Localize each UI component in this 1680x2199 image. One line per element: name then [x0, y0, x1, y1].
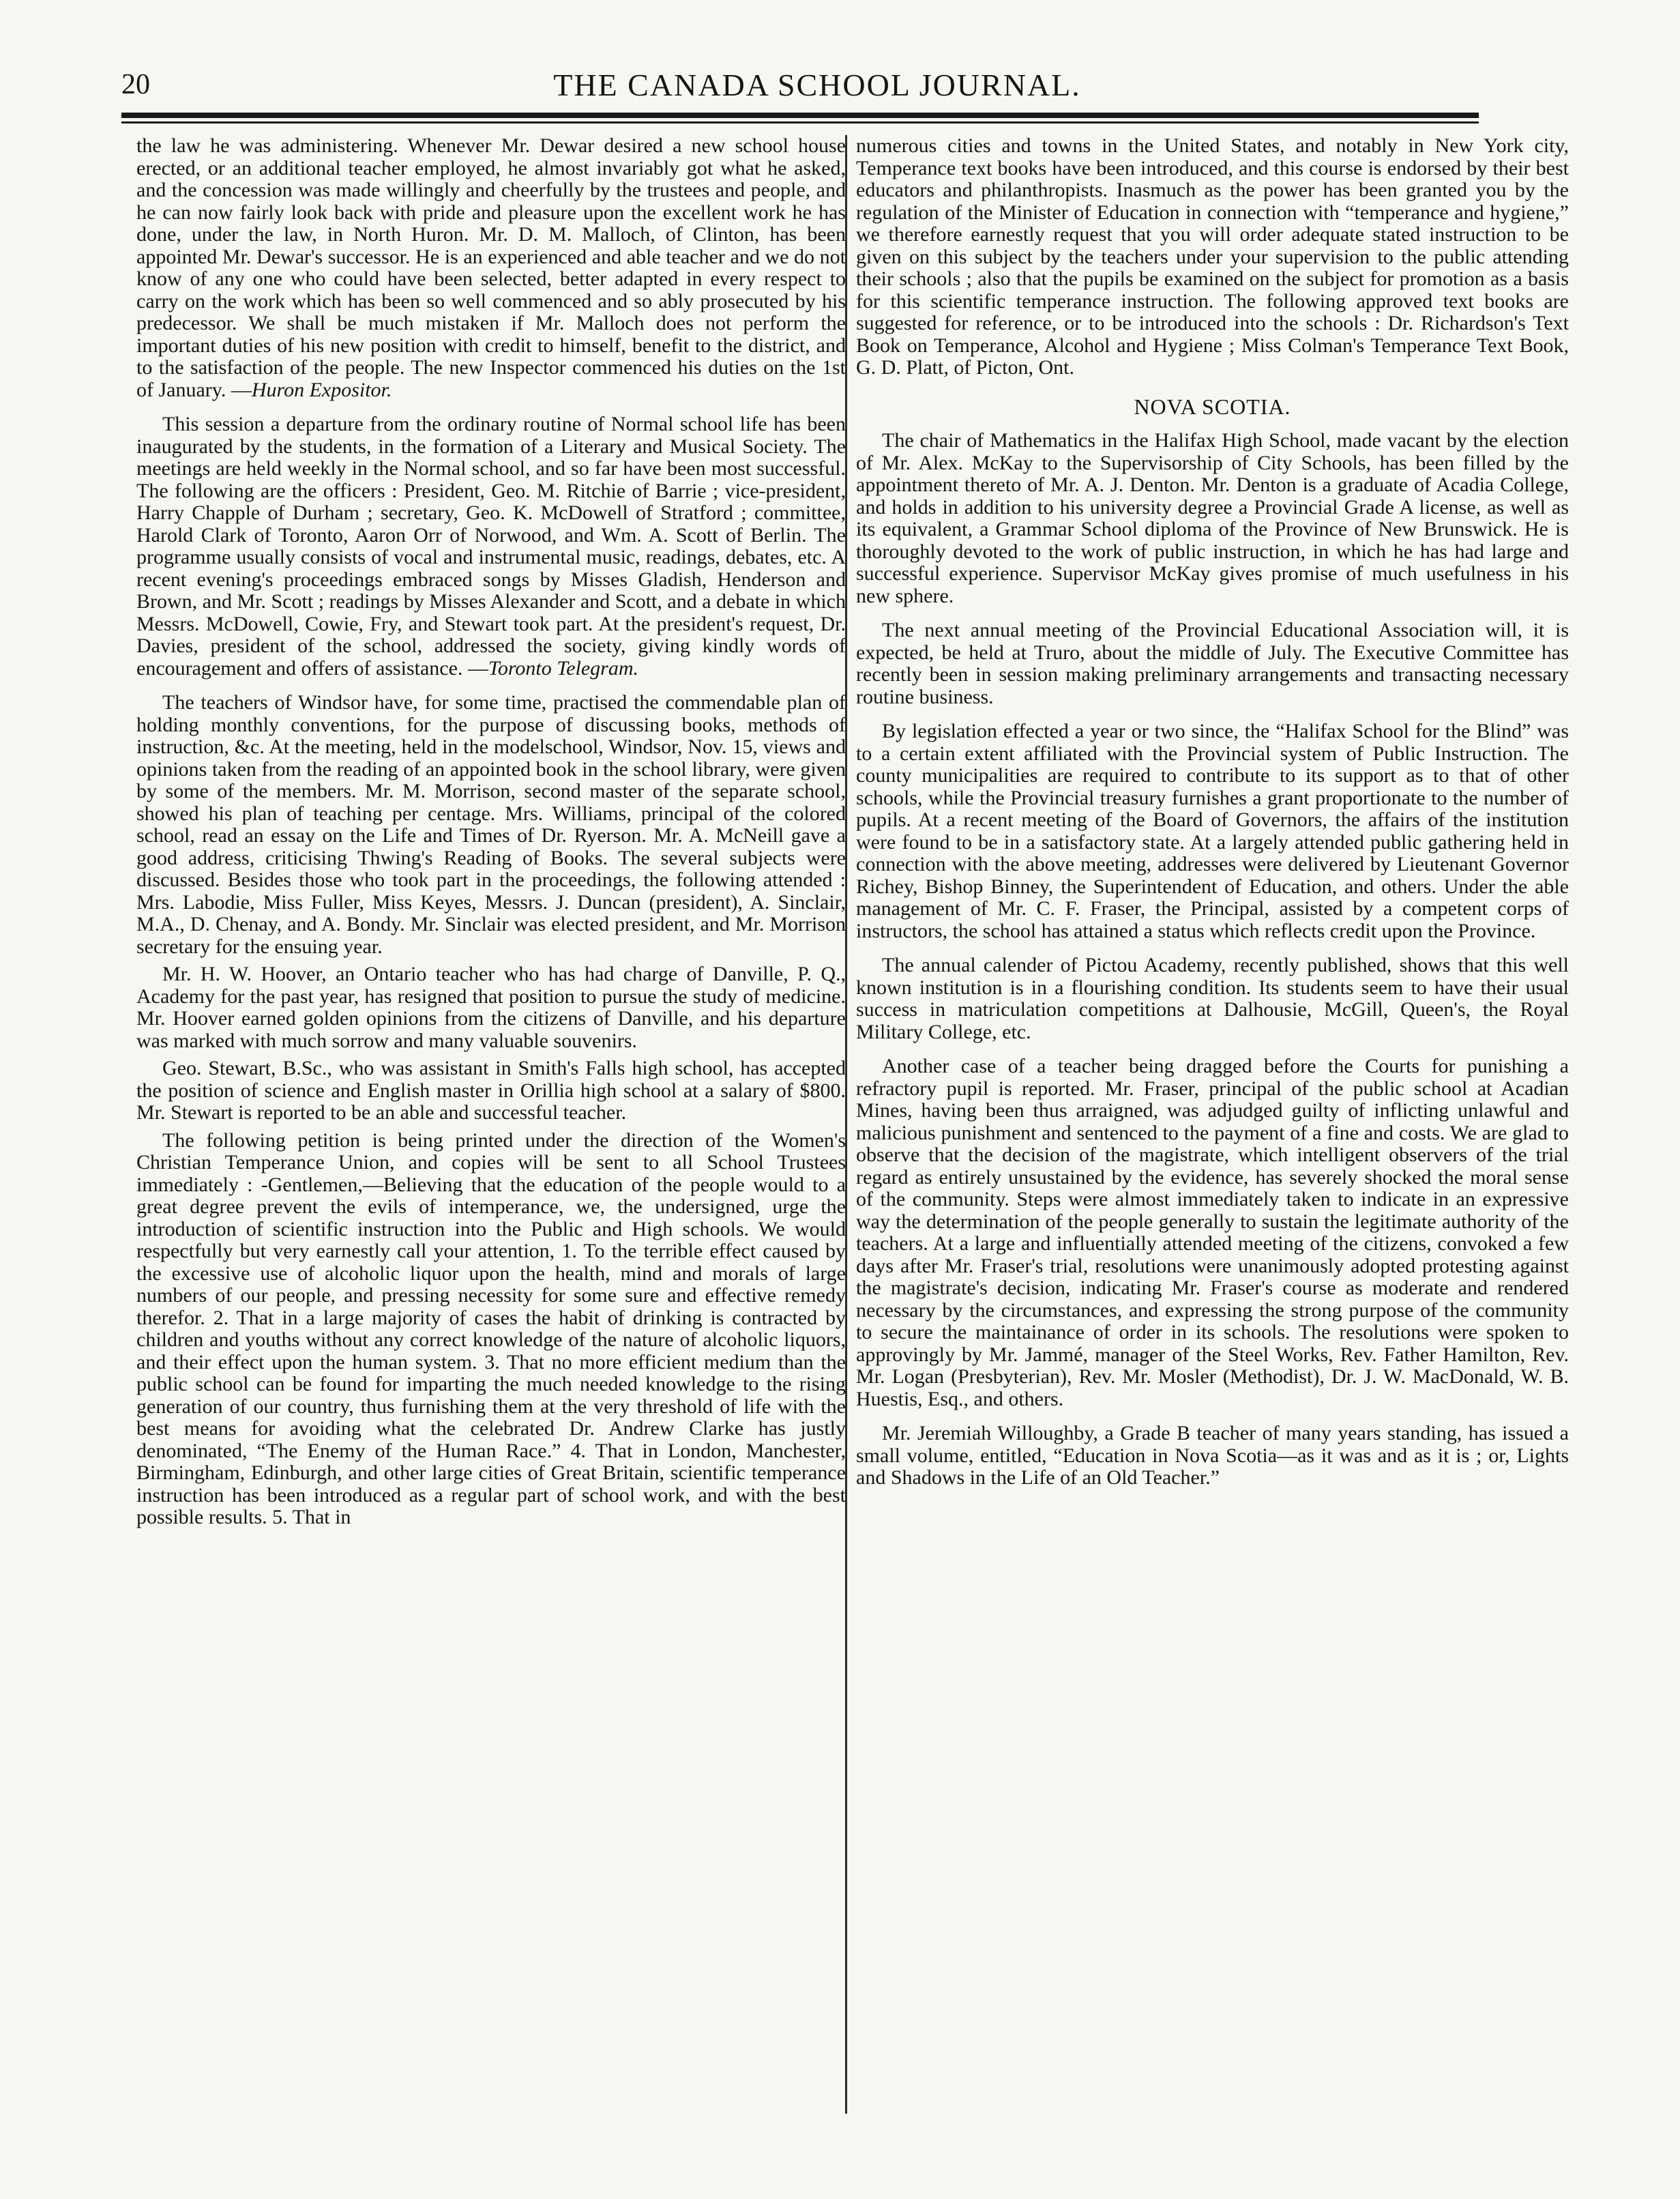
paragraph-text: the law he was administering. Whenever Mr. Dewar desired a new school house erected, or an additional teacher employed, he almost invariably got what he asked, and the concession was made willingly and cheerfully by the trustees and people, and he can now fairly look back with pride and pleasure upon the excellent work he has done, under the law, in North Huron. Mr. D. M. Malloch, of Clinton, has been appointed Mr. Dewar's successor. He is an experienced and able teacher and we do not know of any one who could have been selected, better adapted in every respect to carry on the work which has been so well commenced and so ably prosecuted by his predecessor. We shall be much mistaken if Mr. Malloch does not perform the important duties of his new position with credit to himself, benefit to the district, and to the satisfaction of the people. The new Inspector commenced his duties on the 1st of January. — [136, 134, 846, 401]
paragraph-text: This session a departure from the ordinary routine of Normal school life has been inaugurated by the students, in the formation of a Literary and Musical Society. The meetings are held weekly in the Normal school, and so far have been most successful. The following are the officers : President, Geo. M. Ritchie of Barrie ; vice-president, Harry Chapple of Durham ; secretary, Geo. K. McDowell of Stratford ; committee, Harold Clark of Toronto, Aaron Orr of Norwood, and Wm. A. Scott of Berlin. The programme usually consists of vocal and instrumental music, readings, debates, etc. A recent evening's proceedings embraced songs by Misses Gladish, Henderson and Brown, and Mr. Scott ; readings by Misses Alexander and Scott, and a debate in which Messrs. McDowell, Cowie, Fry, and Stewart took part. At the president's request, Dr. Davies, president of the school, addressed the society, giving kindly words of encouragement and offers of assistance. — [136, 413, 846, 680]
journal-title: THE CANADA SCHOOL JOURNAL. [553, 68, 1081, 102]
source-citation: Huron Expositor. [251, 378, 392, 401]
header-rule-thick [121, 113, 1479, 118]
section-heading: NOVA SCOTIA. [1134, 394, 1291, 419]
article-paragraph: The annual calender of Pictou Academy, recently published, shows that this well known institution is in a flourishing condition. Its students seem to have their usual success in matriculation competitions at Dalhousie, McGill, Queen's, the Royal Military College, etc. [856, 954, 1569, 1043]
page-header [121, 63, 1513, 111]
article-paragraph: numerous cities and towns in the United States, and notably in New York city, Temperance text books have been introduced, and this course is endorsed by their best educators and philanthropists. Inasmuch as the power has been granted you by the regulation of the Minister of Education in connection with “temperance and hygiene,” we therefore earnestly request that you will order adequate stated instruction to be given on this subject by the teachers under your supervision to the public attending their schools ; also that the pupils be examined on the subject for promotion as a basis for this scientific temperance instruction. The following approved text books are suggested for reference, or to be introduced into the schools : Dr. Richardson's Text Book on Temperance, Alcohol and Hygiene ; Miss Colman's Temperance Text Book, G. D. Platt, of Picton, Ont. [856, 134, 1569, 379]
page-number: 20 [121, 69, 150, 100]
article-paragraph: The teachers of Windsor have, for some time, practised the commendable plan of holding monthly conventions, for the purpose of discussing books, methods of instruction, &c. At the meeting, held in the modelschool, Windsor, Nov. 15, views and opinions taken from the reading of an appointed book in the school library, were given by some of the members. Mr. M. Morrison, second master of the separate school, showed his plan of teaching per centage. Mrs. Williams, principal of the colored school, read an essay on the Life and Times of Dr. Ryerson. Mr. A. McNeill gave a good address, criticising Thwing's Reading of Books. The several subjects were discussed. Besides those who took part in the proceedings, the following attended : Mrs. Labodie, Miss Fuller, Miss Keyes, Messrs. J. Duncan (president), A. Sinclair, M.A., D. Chenay, and A. Bondy. Mr. Sinclair was elected president, and Mr. Morrison secretary for the ensuing year. [136, 691, 846, 958]
article-paragraph: The chair of Mathematics in the Halifax High School, made vacant by the election of Mr. Alex. McKay to the Supervisorship of City Schools, has been filled by the appointment thereto of Mr. A. J. Denton. Mr. Denton is a graduate of Acadia College, and holds in addition to his university degree a Provincial Grade A license, as well as its equivalent, a Grammar School diploma of the Province of New Brunswick. He is thoroughly devoted to the work of public instruction, in which he has had large and successful experience. Supervisor McKay gives promise of much usefulness in his new sphere. [856, 429, 1569, 607]
header-rule-thin [121, 121, 1479, 123]
article-paragraph: Mr. Jeremiah Willoughby, a Grade B teacher of many years standing, has issued a small volume, entitled, “Education in Nova Scotia—as it was and as it is ; or, Lights and Shadows in the Life of an Old Teacher.” [856, 1422, 1569, 1489]
article-paragraph [136, 413, 846, 680]
article-paragraph: Mr. H. W. Hoover, an Ontario teacher who has had charge of Danville, P. Q., Academy for the past year, has resigned that position to pursue the study of medicine. Mr. Hoover earned golden opinions from the citizens of Danville, and his departure was marked with much sorrow and many valuable souvenirs. [136, 963, 846, 1052]
article-paragraph [136, 135, 846, 401]
article-paragraph: Another case of a teacher being dragged before the Courts for punishing a refractory pupil is reported. Mr. Fraser, principal of the public school at Acadian Mines, having been thus arraigned, was adjudged guilty of inflicting unlawful and malicious punishment and sentenced to the payment of a fine and costs. We are glad to observe that the decision of the magistrate, which intelligent observers of the trial regard as entirely unsustained by the evidence, has severely shocked the moral sense of the community. Steps were almost immediately taken to indicate in an expressive way the determination of the people generally to sustain the legitimate authority of the teachers. At a large and influentially attended meeting of the citizens, convoked a few days after Mr. Fraser's trial, resolutions were unanimously adopted protesting against the magistrate's decision, indicating Mr. Fraser's course as moderate and rendered necessary by the circumstances, and expressing the strong purpose of the community to secure the maintainance of order in its schools. The resolutions were spoken to approvingly by Mr. Jammé, manager of the Steel Works, Rev. Father Hamilton, Rev. Mr. Logan (Presbyterian), Rev. Mr. Mosler (Methodist), Dr. J. W. MacDonald, W. B. Huestis, Esq., and others. [856, 1055, 1569, 1410]
article-paragraph: The next annual meeting of the Provincial Educational Association will, it is expected, be held at Truro, about the middle of July. The Executive Committee has recently been in session making preliminary arrangements and transacting necessary routine business. [856, 619, 1569, 708]
right-column [856, 135, 1569, 1502]
article-paragraph: Geo. Stewart, B.Sc., who was assistant in Smith's Falls high school, has accepted the position of science and English master in Orillia high school at a salary of $800. Mr. Stewart is reported to be an able and successful teacher. [136, 1057, 846, 1124]
article-paragraph: The following petition is being printed under the direction of the Women's Christian Temperance Union, and copies will be sent to all School Trustees immediately : -Gentlemen,—Believing that the education of the people would to a great degree prevent the evils of intemperance, we, the undersigned, urge the introduction of scientific instruction into the Public and High schools. We would respectfully but very earnestly call your attention, 1. To the terrible effect caused by the excessive use of alcoholic liquor upon the health, mind and morals of large numbers of our people, and pressing necessity for some sure and effective remedy therefor. 2. That in a large majority of cases the habit of drinking is contracted by children and youths without any correct knowledge of the nature of alcoholic liquors, and their effect upon the human system. 3. That no more efficient medium than the public school can be found for imparting the much needed knowledge to the rising generation of our country, thus furnishing them at the very threshold of life with the best means for avoiding what the celebrated Dr. Andrew Clarke has justly denominated, “The Enemy of the Human Race.” 4. That in London, Manchester, Birmingham, Edinburgh, and other large cities of Great Britain, scientific temperance instruction has been introduced as a regular part of school work, and with the best possible results. 5. That in [136, 1128, 846, 1528]
left-column [136, 135, 846, 1534]
article-paragraph: By legislation effected a year or two since, the “Halifax School for the Blind” was to a certain extent affiliated with the Provincial system of Public Instruction. The county municipalities are required to contribute to its support as to that of other schools, while the Provincial treasury furnishes a grant proportionate to the number of pupils. At a recent meeting of the Board of Governors, the affairs of the institution were found to be in a satisfactory state. At a largely attended public gathering held in connection with the above meeting, addresses were delivered by Lieutenant Governor Richey, Bishop Binney, the Superintendent of Education, and others. Under the able management of Mr. C. F. Fraser, the Principal, assisted by a competent corps of instructors, the school has attained a status which reflects credit upon the Province. [856, 720, 1569, 942]
source-citation: Toronto Telegram. [488, 656, 638, 680]
